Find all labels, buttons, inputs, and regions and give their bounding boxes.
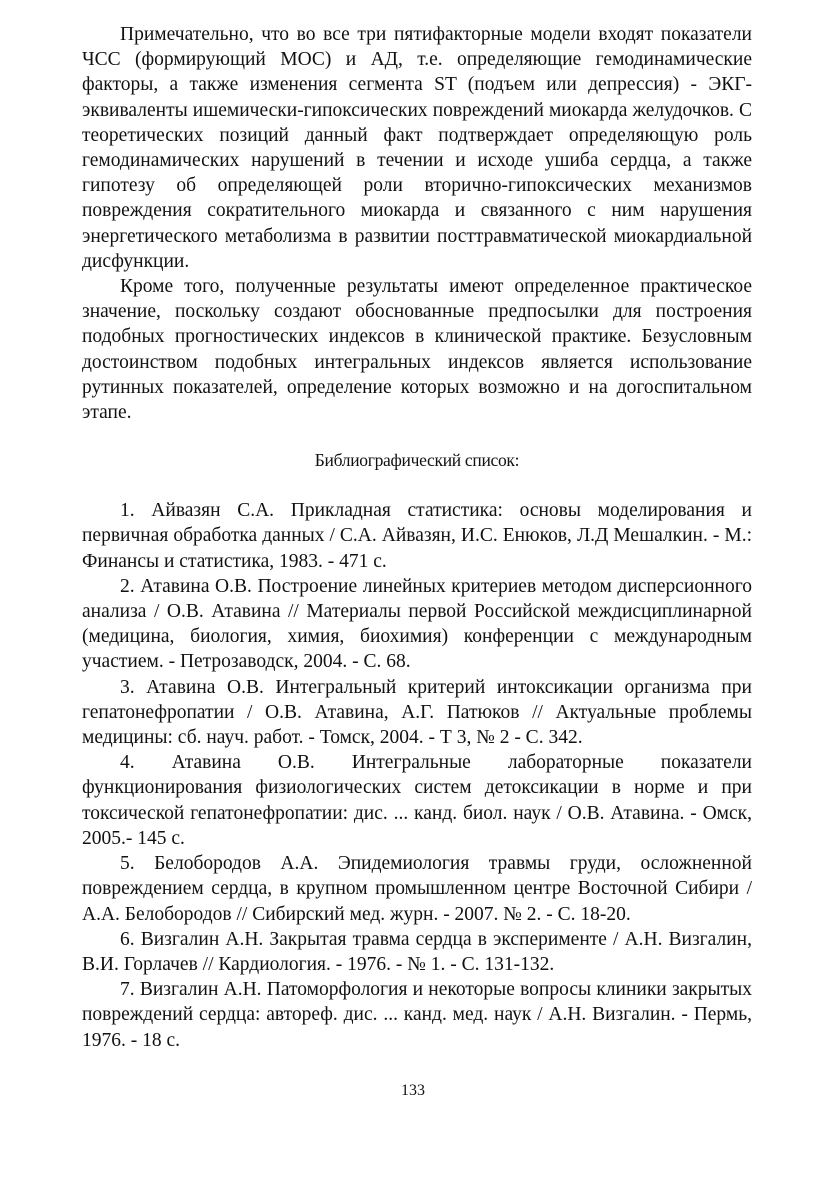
bibliography-item: 5. Белобородов А.А. Эпидемиология травмы груди, осложненной повреждением сердца, в крупном промышленном центре Восточной Сибири / А.А. Белобородов // Сибирский мед. журн. - 2007. № 2. - С. 18-20. — [82, 853, 752, 925]
bibliography-item: 3. Атавина О.В. Интегральный критерий интоксикации организма при гепатонефропатии / О.В. Атавина, А.Г. Патюков // Актуальные проблемы медицины: сб. науч. работ. - Томск, 2004. - Т 3, № 2 - С. 342. — [82, 676, 752, 749]
bibliography-heading: Библиографический список: — [314, 450, 520, 471]
bibliography-list — [82, 498, 752, 1052]
bibliography-item: 7. Визгалин А.Н. Патоморфология и некоторые вопросы клиники закрытых повреждений сердца: автореф. дис. ... канд. мед. наук / А.Н. Визгалин. - Пермь, 1976. - 18 с. — [82, 979, 752, 1051]
bibliography-item: 4. Атавина О.В. Интегральные лабораторные показатели функционирования физиологических систем детоксикации в норме и при токсической гепатонефропатии: дис. ... канд. биол. наук / О.В. Атавина. - Омск, 2005.- 145 с. — [82, 752, 752, 849]
bibliography-item: 6. Визгалин А.Н. Закрытая травма сердца в эксперименте / А.Н. Визгалин, В.И. Горлачев // Кардиология. - 1976. - № 1. - С. 131-132. — [82, 928, 752, 975]
body-paragraph: Кроме того, полученные результаты имеют определенное практическое значение, поскольку создают обоснованные предпосылки для построения подобных прогностических индексов в клинической практике. Безусловным достоинством подобных интегральных индексов является использование рутинных показателей, определение которых возможно и на догоспитальном этапе. — [82, 276, 752, 424]
bibliography-item: 2. Атавина О.В. Построение линейных критериев методом дисперсионного анализа / О.В. Атавина // Материалы первой Российской междисциплинарной (медицина, биология, химия, биохимия) конференции с международным участием. - Петрозаводск, 2004. - С. 68. — [82, 575, 752, 673]
bibliography-item: 1. Айвазян С.А. Прикладная статистика: основы моделирования и первичная обработка данных / С.А. Айвазян, И.С. Енюков, Л.Д Мешалкин. - М.: Финансы и статистика, 1983. - 471 с. — [82, 500, 752, 572]
body-paragraph: Примечательно, что во все три пятифакторные модели входят показатели ЧСС (формирующий МОС) и АД, т.е. определяющие гемодинамические факторы, а также изменения сегмента ST (подъем или депрессия) - ЭКГ-эквиваленты ишемически-гипоксических повреждений миокарда желудочков. С теоретических позиций данный факт подтверждает определяющую роль гемодинамических нарушений в течении и исходе ушиба сердца, а также гипотезу об определяющей роли вторично-гипоксических механизмов повреждения сократительного миокарда и связанного с ним нарушения энергетического метаболизма в развитии посттравматической миокардиальной дисфункции. — [82, 24, 752, 272]
page-body — [82, 22, 752, 1053]
page-number: 133 — [401, 1082, 425, 1099]
